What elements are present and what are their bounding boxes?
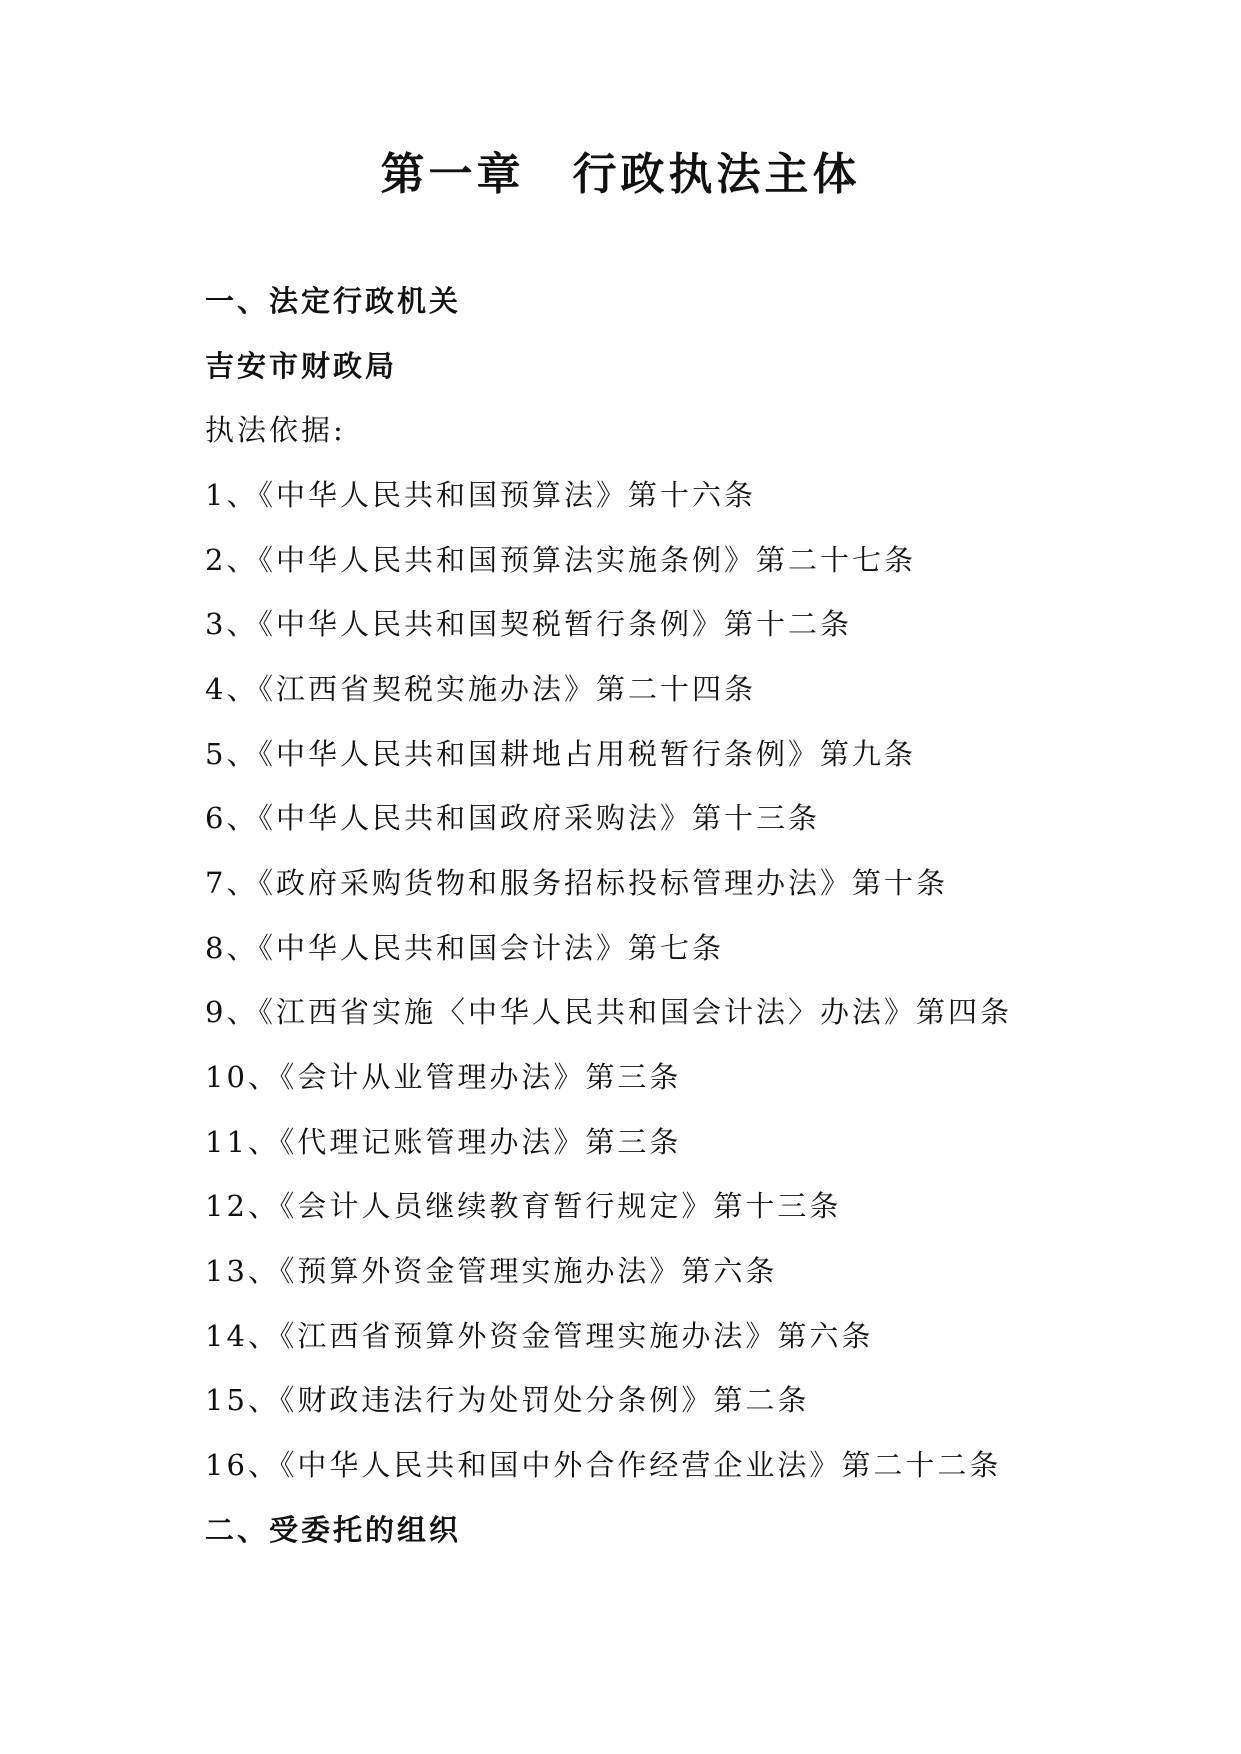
basis-item: 8、《中华人民共和国会计法》第七条 xyxy=(205,931,724,965)
chapter-title: 第一章 行政执法主体 xyxy=(380,149,861,200)
basis-item: 12、《会计人员继续教育暂行规定》第十三条 xyxy=(205,1189,842,1223)
basis-item: 16、《中华人民共和国中外合作经营企业法》第二十二条 xyxy=(205,1448,1002,1482)
agency-name: 吉安市财政局 xyxy=(205,349,398,383)
basis-item: 9、《江西省实施〈中华人民共和国会计法〉办法》第四条 xyxy=(205,995,1012,1029)
basis-item: 5、《中华人民共和国耕地占用税暂行条例》第九条 xyxy=(205,737,916,771)
basis-item: 4、《江西省契税实施办法》第二十四条 xyxy=(205,672,756,706)
basis-item: 6、《中华人民共和国政府采购法》第十三条 xyxy=(205,801,820,835)
basis-item: 11、《代理记账管理办法》第三条 xyxy=(205,1125,682,1159)
basis-item: 3、《中华人民共和国契税暂行条例》第十二条 xyxy=(205,607,852,641)
basis-item: 15、《财政违法行为处罚处分条例》第二条 xyxy=(205,1383,810,1417)
basis-item: 14、《江西省预算外资金管理实施办法》第六条 xyxy=(205,1319,874,1353)
basis-item: 7、《政府采购货物和服务招标投标管理办法》第十条 xyxy=(205,866,948,900)
section-heading-statutory-agencies: 一、法定行政机关 xyxy=(205,284,462,318)
section-heading-entrusted-organizations: 二、受委托的组织 xyxy=(205,1513,462,1547)
basis-item: 13、《预算外资金管理实施办法》第六条 xyxy=(205,1254,778,1288)
basis-item: 2、《中华人民共和国预算法实施条例》第二十七条 xyxy=(205,543,916,577)
basis-item: 1、《中华人民共和国预算法》第十六条 xyxy=(205,478,756,512)
basis-item: 10、《会计从业管理办法》第三条 xyxy=(205,1060,682,1094)
basis-label: 执法依据: xyxy=(205,413,346,447)
